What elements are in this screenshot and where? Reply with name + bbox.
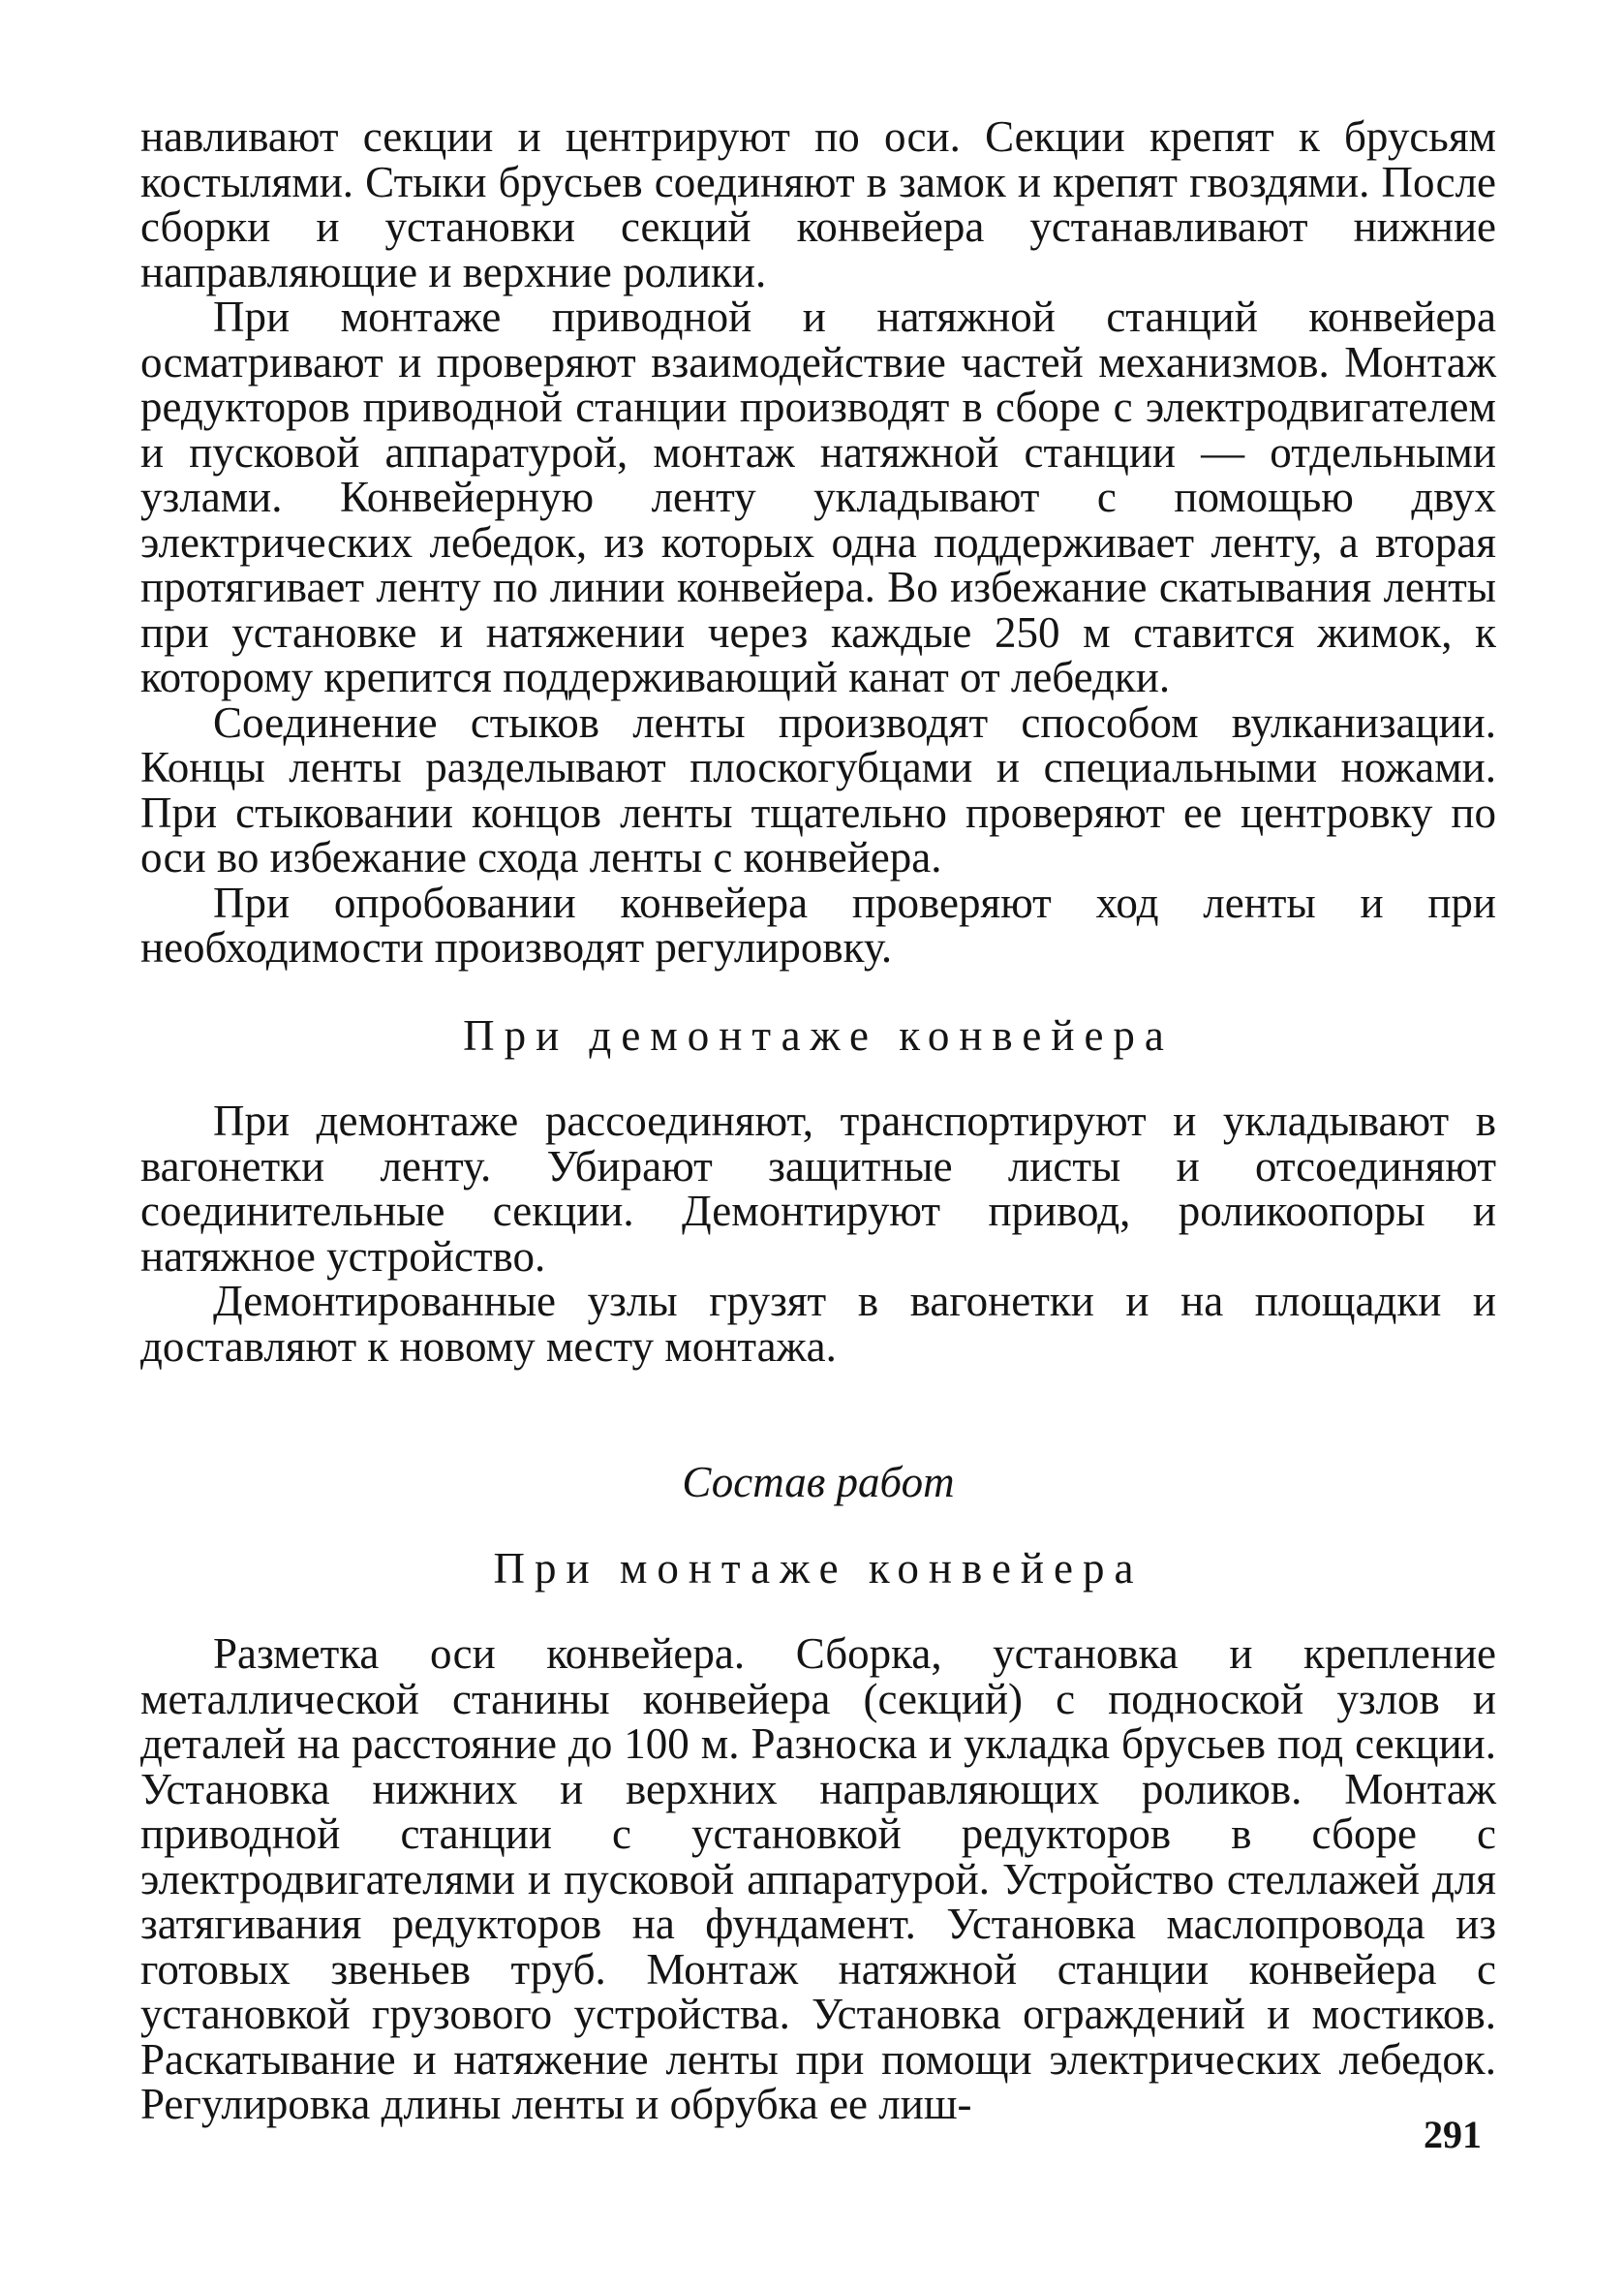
page-number: 291 (1424, 2113, 1482, 2156)
heading-mount: При монтаже конвейера (493, 1543, 1144, 1593)
heading-works: Состав работ (682, 1458, 955, 1506)
paragraph-belt-joining: Соединение стыков ленты производят способом вулканизации. Концы ленты разделывают плоскогубцами и специальными ножами. При стыковании концов ленты тщательно проверяют ее центровку по оси во избежание схода ленты с конвейера. (140, 697, 1496, 882)
paragraph-dismount-2: Демонтированные узлы грузят в вагонетки и на площадки и доставляют к новому месту монтажа. (140, 1277, 1496, 1371)
paragraph-mount-works: Разметка оси конвейера. Сборка, установка и крепление металлической станины конвейера (секций) с подноской узлов и деталей на расстояние до 100 м. Разноска и укладка брусьев под секции. Установка нижних и верхних направляющих роликов. Монтаж приводной станции с установкой редукторов в сборе с электродвигателями и пусковой аппаратурой. Устройство стеллажей для затягивания редукторов на фундамент. Установка маслопровода из готовых звеньев труб. Монтаж натяжной станции конвейера с установкой грузового устройства. Установка ограждений и мостиков. Раскатывание и натяжение ленты при помощи электрических лебедок. Регулировка длины ленты и обрубка ее лиш- (140, 1629, 1496, 2128)
page-body (140, 114, 1496, 2127)
paragraph-continuation: навливают секции и центрируют по оси. Секции крепят к брусьям костылями. Стыки брусьев соединяют в замок и крепят гвоздями. После сборки и установки секций конвейера устанавливают нижние направляющие и верхние ролики. (140, 112, 1496, 296)
paragraph-station-mounting: При монтаже приводной и натяжной станций конвейера осматривают и проверяют взаимодействие частей механизмов. Монтаж редукторов приводной станции производят в сборе с электродвигателем и пусковой аппаратурой, монтаж натяжной станции — отдельными узлами. Конвейерную ленту укладывают с помощью двух электрических лебедок, из которых одна поддерживает ленту, а вторая протягивает ленту по линии конвейера. Во избежание скатывания ленты при установке и натяжении через каждые 250 м ставится жимок, к которому крепится поддерживающий канат от лебедки. (140, 293, 1496, 701)
paragraph-dismount-1: При демонтаже рассоединяют, транспортируют и укладывают в вагонетки ленту. Убирают защитные листы и отсоединяют соединительные секции. Демонтируют привод, роликоопоры и натяжное устройство. (140, 1097, 1496, 1281)
heading-dismount: При демонтаже конвейера (463, 1010, 1174, 1060)
paragraph-testing: При опробовании конвейера проверяют ход ленты и при необходимости производят регулировку. (140, 878, 1496, 972)
